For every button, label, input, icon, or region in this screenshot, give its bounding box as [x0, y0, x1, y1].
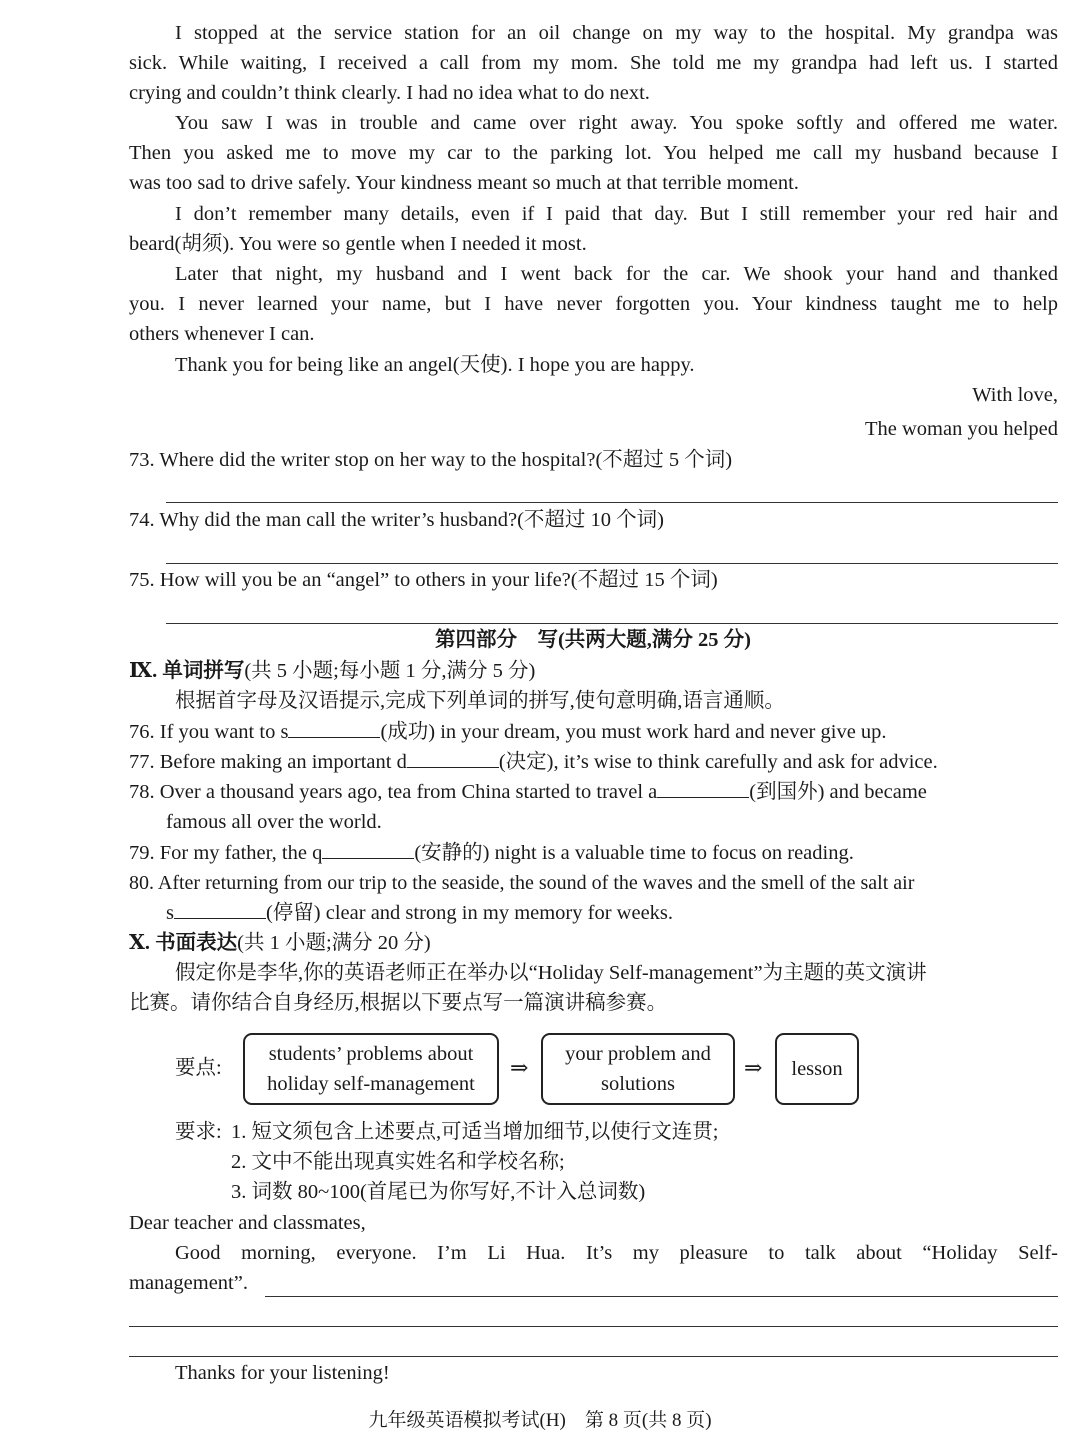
answer-line-75[interactable] — [166, 623, 1058, 624]
requirement-3: 3. 词数 80~100(首尾已为你写好,不计入总词数) — [231, 1181, 646, 1203]
section9-instruction: 根据首字母及汉语提示,完成下列单词的拼写,使句意明确,语言通顺。 — [175, 690, 785, 712]
letter-p2-line1: You saw I was in trouble and came over right away. You spoke softly and offered me water. — [175, 112, 1058, 134]
part4-title: 第四部分 写(共两大题,满分 25 分) — [434, 629, 752, 651]
letter-p2-line3: was too sad to drive safely. Your kindness meant so much at that terrible moment. — [129, 172, 799, 194]
letter-p4-line1: Later that night, my husband and I went back for the car. We shook your hand and thanked — [175, 263, 1058, 285]
speech-opening-line1: Good morning, everyone. I’m Li Hua. It’s my pleasure to talk about “Holiday Self- — [175, 1242, 1058, 1264]
q79-text-a: 79. For my father, the q — [129, 842, 323, 864]
writing-line-2[interactable] — [129, 1326, 1058, 1327]
point-box-problems — [243, 1033, 499, 1105]
requirements-label: 要求: — [175, 1121, 222, 1143]
question-80-cont — [166, 898, 1058, 928]
question-78 — [129, 777, 1058, 807]
q80-blank[interactable] — [174, 900, 266, 919]
letter-p1-line1: I stopped at the service station for an oil change on my way to the hospital. My grandpa was — [175, 22, 1058, 44]
q76-text-a: 76. If you want to s — [129, 721, 289, 743]
section10-heading-label: Ⅹ. 书面表达 — [129, 932, 238, 954]
page-footer: 九年级英语模拟考试(H) 第 8 页(共 8 页) — [368, 1410, 712, 1431]
q76-text-b: (成功) in your dream, you must work hard and never give up. — [380, 721, 887, 743]
section9-heading — [129, 656, 1058, 686]
letter-p2-line2: Then you asked me to move my car to the parking lot. You helped me call my husband because I — [129, 142, 1058, 164]
q77-blank[interactable] — [407, 749, 499, 768]
answer-line-73[interactable] — [166, 502, 1058, 503]
q77-text-a: 77. Before making an important d — [129, 751, 407, 773]
q78-text-b: (到国外) and became — [749, 781, 927, 803]
question-77 — [129, 747, 1058, 777]
letter-p3-line2: beard(胡须). You were so gentle when I needed it most. — [129, 233, 587, 255]
q76-blank[interactable] — [288, 719, 380, 738]
question-76 — [129, 717, 1058, 747]
letter-p5: Thank you for being like an angel(天使). I hope you are happy. — [175, 354, 695, 376]
question-79 — [129, 838, 1058, 868]
arrow-icon: ⇒ — [744, 1055, 763, 1080]
q79-text-b: (安静的) night is a valuable time to focus on reading. — [414, 842, 854, 864]
point-box-problems-line1: students’ problems about — [268, 1043, 474, 1065]
question-80: 80. After returning from our trip to the seaside, the sound of the waves and the smell of the salt air — [129, 872, 915, 894]
speech-ending: Thanks for your listening! — [175, 1362, 390, 1384]
point-box-solutions-line2: solutions — [600, 1073, 676, 1095]
section10-prompt-line1: 假定你是李华,你的英语老师正在举办以“Holiday Self-management”为主题的英文演讲 — [175, 962, 927, 984]
section10-prompt-line2: 比赛。请你结合自身经历,根据以下要点写一篇演讲稿参赛。 — [129, 992, 668, 1014]
speech-opening-line2: management”. — [129, 1272, 248, 1294]
letter-p4-line3: others whenever I can. — [129, 323, 315, 345]
point-box-solutions — [541, 1033, 735, 1105]
letter-signature: The woman you helped — [865, 418, 1058, 440]
writing-line-3[interactable] — [129, 1356, 1058, 1357]
requirement-1: 1. 短文须包含上述要点,可适当增加细节,以使行文连贯; — [231, 1121, 719, 1143]
letter-p1-line3: crying and couldn’t think clearly. I had no idea what to do next. — [129, 82, 650, 104]
question-78-cont: famous all over the world. — [166, 811, 382, 833]
requirement-2: 2. 文中不能出现真实姓名和学校名称; — [231, 1151, 565, 1173]
letter-p3-line1: I don’t remember many details, even if I paid that day. But I still remember your red hair and — [175, 203, 1058, 225]
writing-line-1[interactable] — [265, 1296, 1058, 1297]
section10-heading-note: (共 1 小题;满分 20 分) — [237, 932, 431, 954]
section10-heading — [129, 928, 1058, 958]
q80-text-b: s — [166, 902, 174, 924]
q78-text-a: 78. Over a thousand years ago, tea from China started to travel a — [129, 781, 658, 803]
point-box-solutions-line1: your problem and — [565, 1043, 711, 1065]
section9-heading-note: (共 5 小题;每小题 1 分,满分 5 分) — [244, 660, 536, 682]
question-73: 73. Where did the writer stop on her way to the hospital?(不超过 5 个词) — [129, 449, 733, 471]
q78-blank[interactable] — [657, 779, 749, 798]
question-74: 74. Why did the man call the writer’s husband?(不超过 10 个词) — [129, 509, 664, 531]
arrow-icon: ⇒ — [510, 1055, 529, 1080]
point-box-lesson — [775, 1033, 859, 1105]
letter-p4-line2: you. I never learned your name, but I have never forgotten you. Your kindness taught me to help — [129, 293, 1058, 315]
speech-greeting: Dear teacher and classmates, — [129, 1212, 366, 1234]
q79-blank[interactable] — [322, 840, 414, 859]
question-75: 75. How will you be an “angel” to others in your life?(不超过 15 个词) — [129, 569, 718, 591]
q80-text-c: (停留) clear and strong in my memory for weeks. — [265, 902, 674, 924]
points-label: 要点: — [175, 1057, 222, 1079]
q77-text-b: (决定), it’s wise to think carefully and ask for advice. — [498, 751, 938, 773]
letter-closing: With love, — [972, 384, 1058, 406]
point-box-problems-line2: holiday self-management — [267, 1073, 475, 1095]
point-box-lesson-text: lesson — [791, 1058, 843, 1080]
letter-p1-line2: sick. While waiting, I received a call from my mom. She told me my grandpa had left us. I started — [129, 52, 1058, 74]
section9-heading-label: Ⅸ. 单词拼写 — [129, 660, 245, 682]
answer-line-74[interactable] — [166, 563, 1058, 564]
